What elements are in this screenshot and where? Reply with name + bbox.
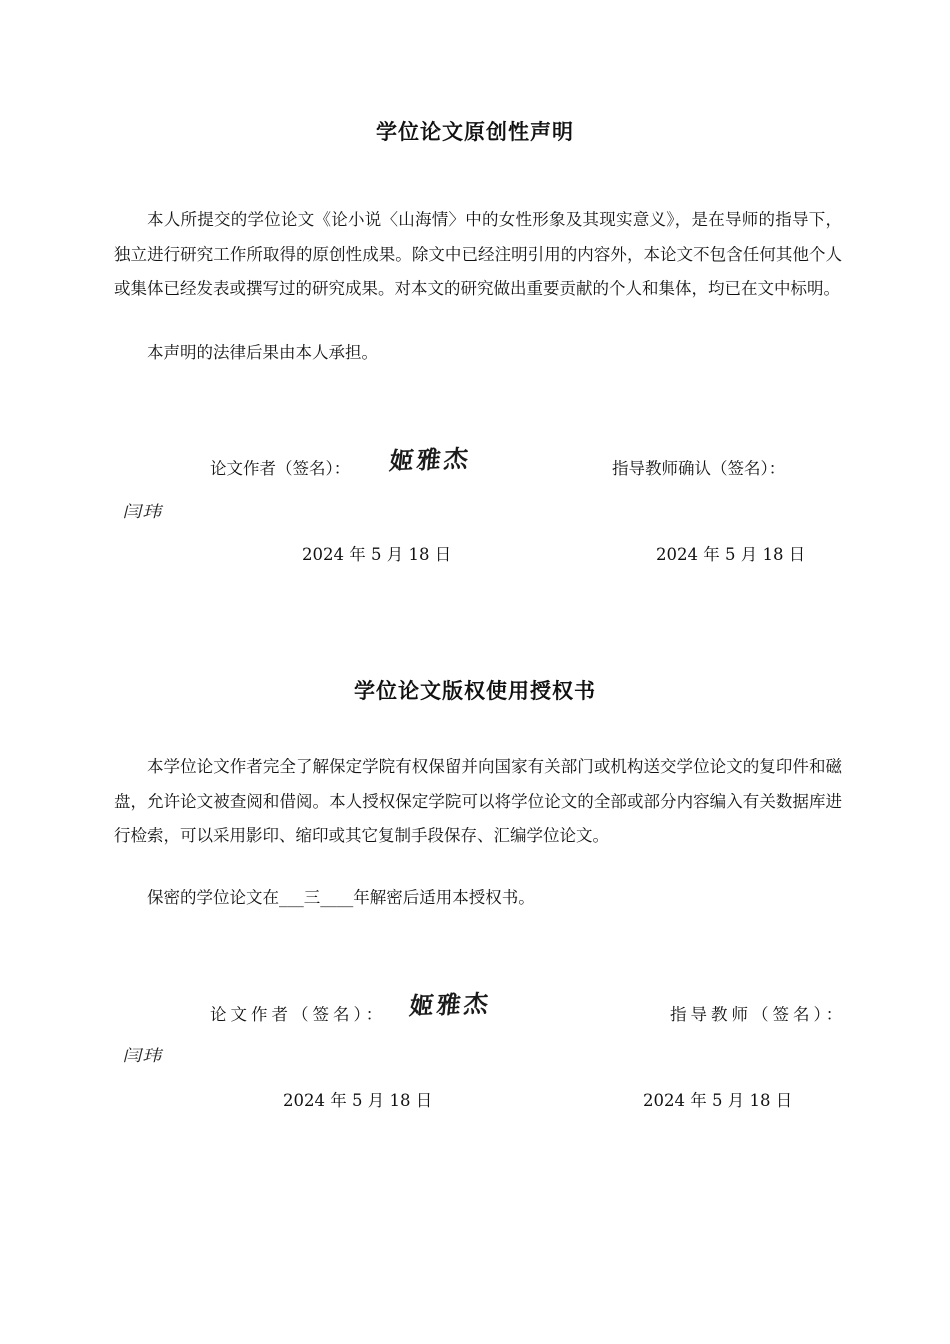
originality-author-signature: 姬雅杰 (388, 444, 473, 476)
copyright-confidential-paragraph: 保密的学位论文在___三____年解密后适用本授权书。 (147, 888, 535, 907)
originality-teacher-signature: 闫玮 (121, 502, 167, 522)
copyright-paragraph: 本学位论文作者完全了解保定学院有权保留并向国家有关部门或机构送交学位论文的复印件和磁盘，允许论文被查阅和借阅。本人授权保定学院可以将学位论文的全部或部分内容编入有关数据库进行检索，可以采用影印、缩印或其它复制手段保存、汇编学位论文。 (114, 757, 842, 845)
originality-paragraph: 本人所提交的学位论文《论小说〈山海情〉中的女性形象及其现实意义》，是在导师的指导下，独立进行研究工作所取得的原创性成果。除文中已经注明引用的内容外，本论文不包含任何其他个人或集体已经发表或撰写过的研究成果。对本文的研究做出重要贡献的个人和集体，均已在文中标明。 (114, 210, 842, 298)
originality-liability-paragraph: 本声明的法律后果由本人承担。 (147, 343, 378, 362)
copyright-author-label: 论文作者（签名）： (210, 1005, 387, 1024)
copyright-author-date: 2024 年 5 月 18 日 (283, 1091, 433, 1110)
copyright-title: 学位论文版权使用授权书 (354, 679, 596, 703)
copyright-teacher-signature: 闫玮 (121, 1046, 167, 1066)
copyright-teacher-date: 2024 年 5 月 18 日 (643, 1091, 793, 1110)
copyright-author-signature: 姬雅杰 (408, 989, 493, 1021)
originality-author-date: 2024 年 5 月 18 日 (302, 545, 452, 564)
originality-teacher-date: 2024 年 5 月 18 日 (656, 545, 806, 564)
originality-title: 学位论文原创性声明 (376, 120, 574, 144)
originality-author-label: 论文作者（签名）： (210, 459, 351, 478)
originality-teacher-label: 指导教师确认（签名）： (612, 459, 786, 478)
copyright-teacher-label: 指导教师（签名）： (670, 1005, 847, 1024)
